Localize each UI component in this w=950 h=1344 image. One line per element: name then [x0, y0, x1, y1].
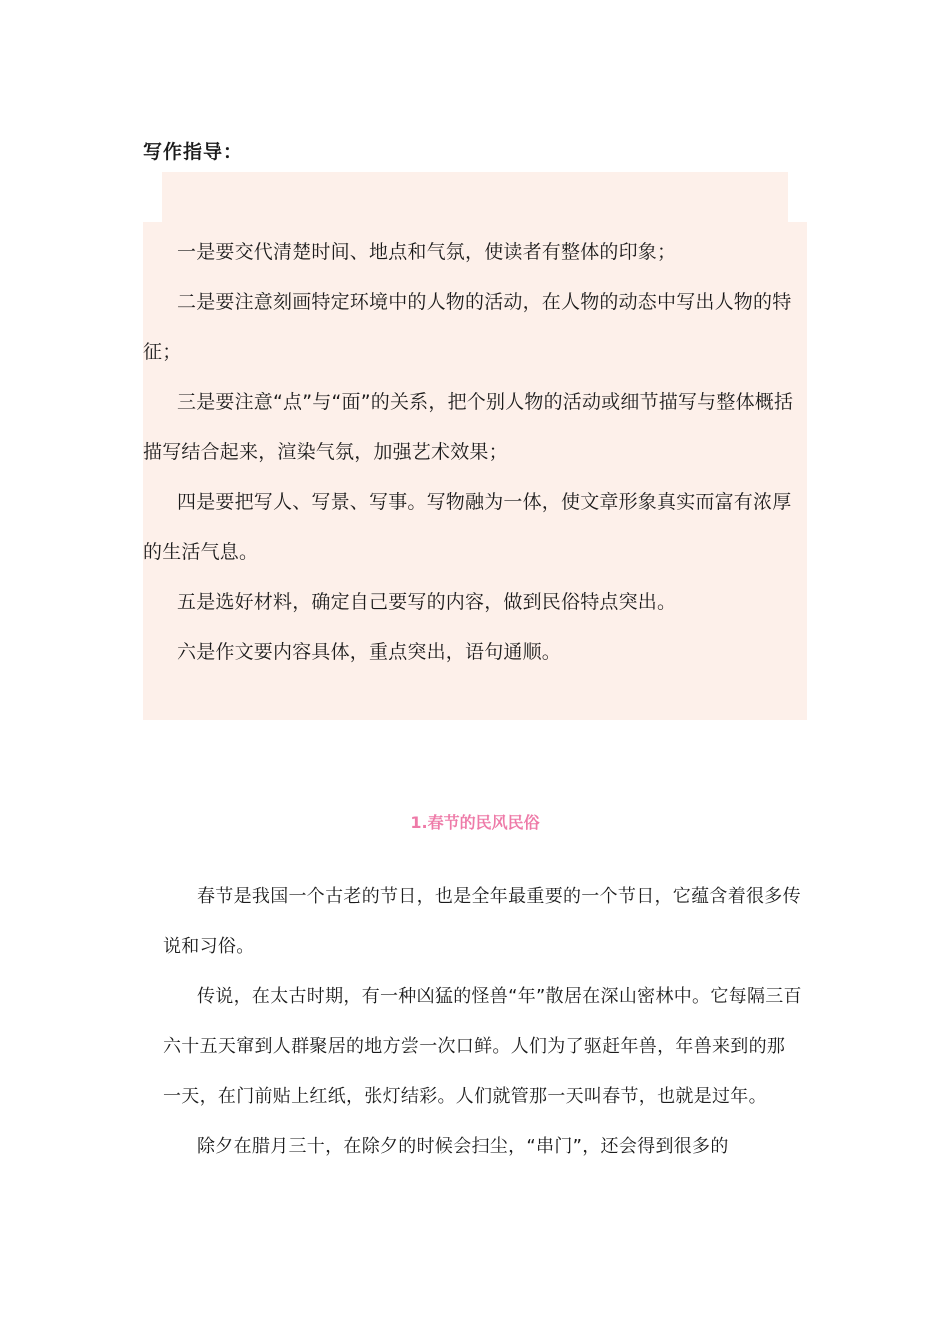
writing-guide-item: 二是要注意刻画特定环境中的人物的活动，在人物的动态中写出人物的特征；: [143, 291, 792, 363]
writing-guide-item: 四是要把写人、写景、写事。写物融为一体，使文章形象真实而富有浓厚的生活气息。: [143, 491, 792, 563]
writing-guide-item: 三是要注意“点”与“面”的关系，把个别人物的活动或细节描写与整体概括描写结合起来，渲染气氛，加强艺术效果；: [143, 391, 794, 463]
article-paragraph: 春节是我国一个古老的节日，也是全年最重要的一个节日，它蕴含着很多传说和习俗。: [163, 886, 801, 957]
writing-guide-box-tab: [162, 172, 788, 224]
writing-guide-list: [143, 227, 807, 677]
writing-guide-item: 六是作文要内容具体，重点突出，语句通顺。: [177, 641, 562, 663]
article-body: [163, 872, 803, 1172]
writing-guide-heading: 写作指导：: [143, 141, 244, 163]
writing-guide-item: 五是选好材料，确定自己要写的内容，做到民俗特点突出。: [177, 591, 677, 613]
article-paragraph: 传说，在太古时期，有一种凶猛的怪兽“年”散居在深山密林中。它每隔三百六十五天窜到人群聚居的地方尝一次口鲜。人们为了驱赶年兽，年兽来到的那一天，在门前贴上红纸，张灯结彩。人们就管那一天叫春节，也就是过年。: [163, 986, 802, 1107]
writing-guide-item: 一是要交代清楚时间、地点和气氛，使读者有整体的印象；: [177, 241, 677, 263]
article-title: 1.春节的民风民俗: [410, 813, 540, 832]
article-paragraph: 除夕在腊月三十，在除夕的时候会扫尘，“串门”，还会得到很多的: [197, 1136, 729, 1157]
